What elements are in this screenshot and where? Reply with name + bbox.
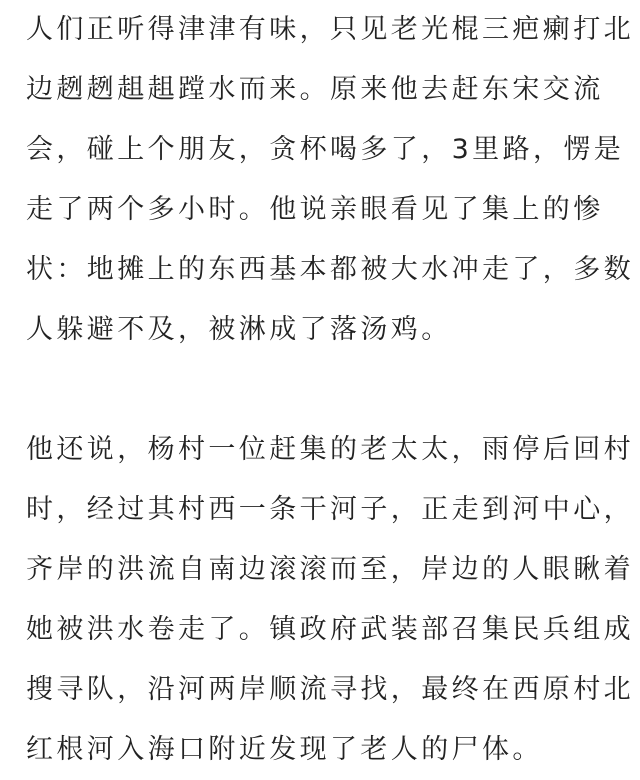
paragraph-2 (26, 420, 634, 780)
text-line: 人躲避不及，被淋成了落汤鸡。 (26, 314, 452, 345)
text-line: 人们正听得津津有味，只见老光棍三疤瘌打北 (26, 14, 634, 45)
paragraph-spacer (26, 360, 626, 420)
text-line: 边趔趔趄趄蹚水而来。原来他去赶东宋交流 (26, 74, 604, 105)
article-body (26, 0, 634, 780)
text-line: 搜寻队，沿河两岸顺流寻找，最终在西原村北 (26, 674, 634, 705)
text-line: 会，碰上个朋友，贪杯喝多了，3里路，愣是 (26, 134, 625, 165)
text-line: 他还说，杨村一位赶集的老太太，雨停后回村 (26, 434, 634, 465)
text-line: 红根河入海口附近发现了老人的尸体。 (26, 734, 543, 765)
text-line: 齐岸的洪流自南边滚滚而至，岸边的人眼瞅着 (26, 554, 634, 585)
text-line: 她被洪水卷走了。镇政府武装部召集民兵组成 (26, 614, 634, 645)
text-line: 时，经过其村西一条干河子，正走到河中心， (26, 494, 634, 525)
paragraph-1 (26, 0, 634, 360)
text-line: 走了两个多小时。他说亲眼看见了集上的惨 (26, 194, 604, 225)
text-line: 状：地摊上的东西基本都被大水冲走了，多数 (26, 254, 634, 285)
